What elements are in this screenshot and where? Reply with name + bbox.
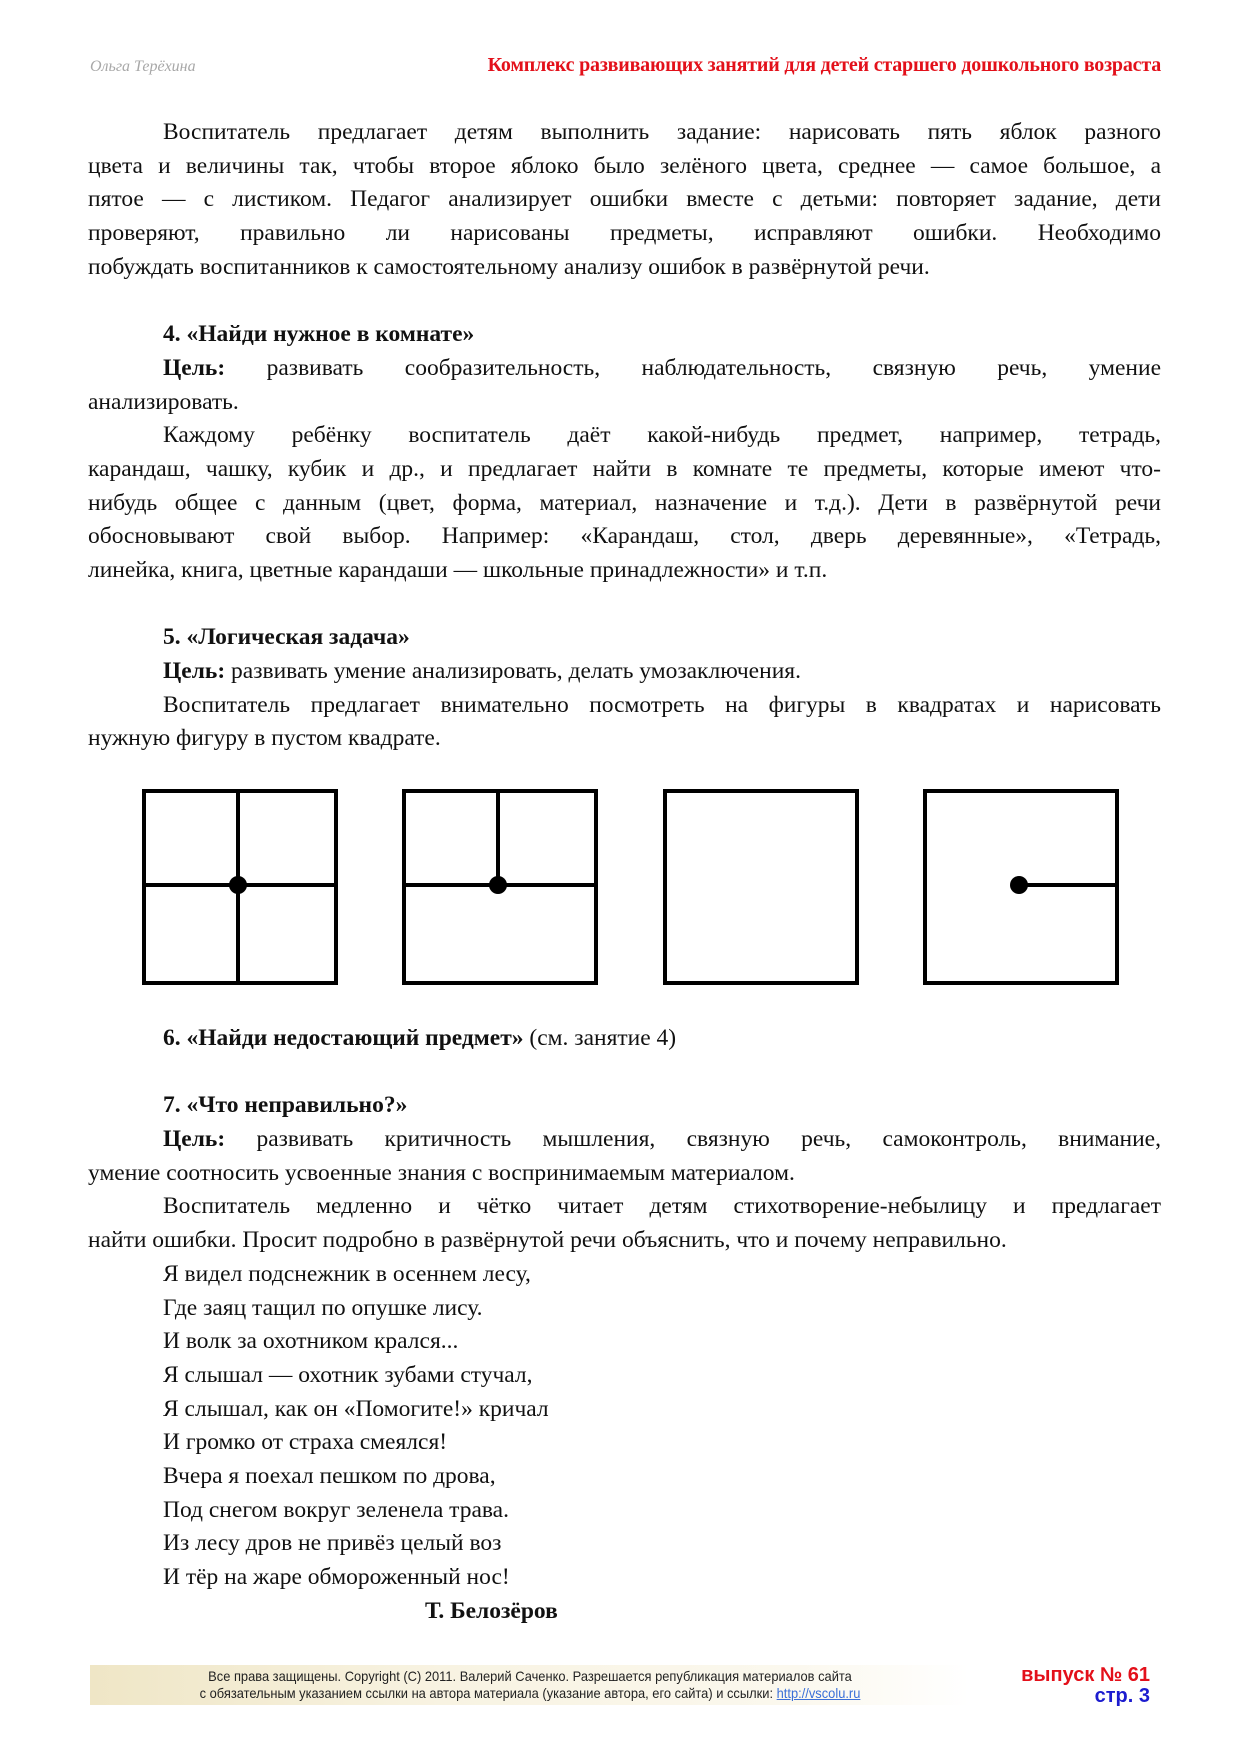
paragraph-line: нибудь общее с данным (цвет, форма, материал, назначение и т.д.). Дети в развёрнутой речи — [88, 489, 1161, 516]
poem-line: И громко от страха смеялся! — [163, 1429, 448, 1456]
section-4-title: 4. «Найди нужное в комнате» — [163, 321, 475, 348]
paragraph-line: проверяют, правильно ли нарисованы предметы, исправляют ошибки. Необходимо — [88, 220, 1161, 247]
poem-line: Я слышал — охотник зубами стучал, — [163, 1361, 533, 1388]
section-7-goal-cont: умение соотносить усвоенные знания с воспринимаемым материалом. — [88, 1159, 795, 1186]
poem-line: Где заяц тащил по опушке лису. — [163, 1294, 483, 1321]
poem-line: И тёр на жаре обмороженный нос! — [163, 1564, 510, 1590]
paragraph-line: Воспитатель предлагает детям выполнить задание: нарисовать пять яблок разного — [163, 119, 1161, 145]
poem-line: Из лесу дров не привёз целый воз — [163, 1530, 502, 1557]
poem-line: Вчера я поехал пешком по дрова, — [163, 1462, 496, 1489]
figure-square-1 — [142, 789, 338, 985]
page-content — [88, 116, 1161, 1624]
section-4-goal-cont: анализировать. — [88, 388, 239, 415]
figure-square-2 — [402, 789, 598, 985]
poem-line: Я слышал, как он «Помогите!» кричал — [163, 1395, 549, 1422]
section-7-title: 7. «Что неправильно?» — [163, 1092, 408, 1119]
footer-copyright — [90, 1665, 970, 1705]
footer-line-2: с обязательным указанием ссылки на автора материала (указание автора, его сайта) и ссылки: — [199, 1685, 777, 1701]
paragraph-line: Каждому ребёнку воспитатель даёт какой-нибудь предмет, например, тетрадь, — [163, 422, 1161, 449]
paragraph-line: найти ошибки. Просит подробно в развёрнутой речи объяснить, что и почему неправильно. — [88, 1227, 1007, 1254]
poem-line: Под снегом вокруг зеленела трава. — [163, 1496, 509, 1523]
section-4-goal: Цель: развивать сообразительность, наблюдательность, связную речь, умение — [163, 354, 1161, 381]
paragraph-line: Воспитатель медленно и чётко читает детям стихотворение-небылицу и предлагает — [163, 1193, 1161, 1220]
paragraph-line: пятое — с листиком. Педагог анализирует ошибки вместе с детьми: повторяет задание, дети — [88, 186, 1161, 213]
paragraph-line: линейка, книга, цветные карандаши — школьные принадлежности» и т.п. — [88, 556, 828, 583]
logic-figures — [88, 789, 1161, 984]
section-6-title: 6. «Найди недостающий предмет» (см. занятие 4) — [163, 1025, 677, 1051]
paragraph-line: нужную фигуру в пустом квадрате. — [88, 725, 441, 752]
section-7-goal: Цель: развивать критичность мышления, связную речь, самоконтроль, внимание, — [163, 1126, 1161, 1153]
poem-line: Я видел подснежник в осеннем лесу, — [163, 1260, 531, 1287]
header-author: Ольга Терёхина — [90, 58, 196, 75]
paragraph-line: цвета и величины так, чтобы второе яблоко было зелёного цвета, среднее — самое большое, а — [88, 152, 1161, 179]
paragraph-line: карандаш, чашку, кубик и др., и предлагает найти в комнате те предметы, которые имеют что- — [88, 455, 1161, 482]
paragraph-line: Воспитатель предлагает внимательно посмотреть на фигуры в квадратах и нарисовать — [163, 691, 1161, 718]
paragraph-line: обосновывают свой выбор. Например: «Карандаш, стол, дверь деревянные», «Тетрадь, — [88, 523, 1161, 550]
section-5-goal: Цель: развивать умение анализировать, делать умозаключения. — [163, 658, 801, 684]
poem-line: И волк за охотником крался... — [163, 1328, 459, 1355]
header-title: Комплекс развивающих занятий для детей старшего дошкольного возраста — [487, 54, 1161, 76]
site-link[interactable]: http://vscolu.ru — [776, 1685, 861, 1701]
issue-number: выпуск № 61 — [1021, 1664, 1150, 1686]
figure-square-empty — [663, 789, 859, 985]
poem-author: Т. Белозёров — [425, 1597, 558, 1624]
page-number: стр. 3 — [1094, 1685, 1150, 1707]
section-5-title: 5. «Логическая задача» — [163, 624, 410, 651]
footer-line-1: Все права защищены. Copyright (C) 2011. Валерий Саченко. Разрешается републикация материалов сайта — [208, 1668, 852, 1684]
paragraph-line: побуждать воспитанников к самостоятельному анализу ошибок в развёрнутой речи. — [88, 253, 930, 280]
figure-square-4 — [923, 789, 1119, 985]
